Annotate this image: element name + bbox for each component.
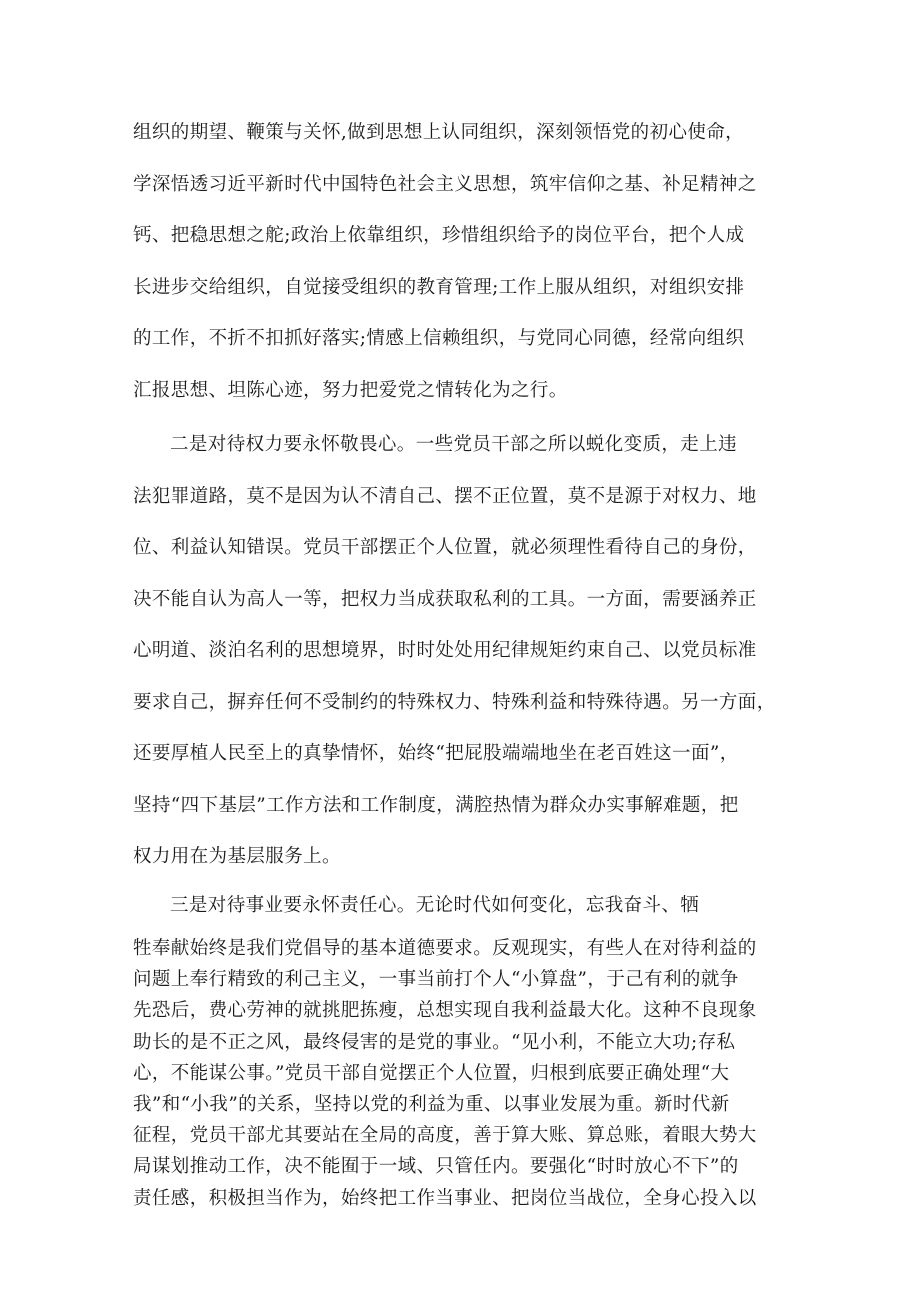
text-line: 心，不能谋公事。”党员干部自觉摆正个人位置，归根到底要正确处理“大: [133, 1062, 730, 1084]
text-line: 要求自己，摒弃任何不受制约的特殊权力、特殊利益和特殊待遇。另一方面，: [133, 691, 776, 713]
text-line: 责任感，积极担当作为，始终把工作当事业、把岗位当战位，全身心投入以: [133, 1187, 757, 1209]
text-line: 还要厚植人民至上的真挚情怀，始终“把屁股端端地坐在老百姓这一面”，: [133, 743, 739, 764]
paragraph-two: [133, 428, 793, 892]
text-line: 三是对待事业要永怀责任心。无论时代如何变化，忘我奋斗、牺: [170, 895, 700, 916]
text-line: 我”和“小我”的关系，坚持以党的利益为重、以事业发展为重。新时代新: [133, 1093, 730, 1115]
text-line: 征程，党员干部尤其要站在全局的高度，善于算大账、算总账，着眼大势大: [133, 1125, 757, 1147]
text-line: 法犯罪道路，莫不是因为认不清自己、摆不正位置，莫不是源于对权力、地: [133, 485, 757, 507]
text-line: 问题上奉行精致的利己主义，一事当前打个人“小算盘”，于己有利的就争: [133, 969, 739, 991]
text-line: 决不能自认为高人一等，把权力当成获取私利的工具。一方面，需要涵养正: [133, 588, 757, 610]
text-line: 助长的是不正之风，最终侵害的是党的事业。“见小利，不能立大功;存私: [133, 1031, 736, 1053]
paragraph-three-heading: [133, 889, 793, 933]
text-line: 位、利益认知错误。党员干部摆正个人位置，就必须理性看待自己的身份，: [133, 537, 757, 558]
text-line: 组织的期望、鞭策与关怀,做到思想上认同组织，深刻领悟党的初心使命，: [133, 122, 745, 143]
text-line: 长进步交给组织，自觉接受组织的教育管理;工作上服从组织，对组织安排: [133, 276, 745, 298]
text-line: 学深悟透习近平新时代中国特色社会主义思想，筑牢信仰之基、补足精神之: [133, 173, 757, 195]
text-line: 坚持“四下基层”工作方法和工作制度，满腔热情为群众办实事解难题，把: [133, 794, 739, 816]
text-line: 钙、把稳思想之舵;政治上依靠组织，珍惜组织给予的岗位平台，把个人成: [133, 225, 745, 246]
text-line: 牲奉献始终是我们党倡导的基本道德要求。反观现实，有些人在对待利益的: [133, 938, 757, 959]
text-line: 的工作，不折不扣抓好落实;情感上信赖组织，与党同心同德，经常向组织: [133, 328, 745, 349]
text-line: 局谋划推动工作，决不能囿于一域、只管任内。要强化“时时放心不下”的: [133, 1156, 739, 1178]
text-line: 权力用在为基层服务上。: [133, 846, 341, 867]
text-line: 心明道、淡泊名利的思想境界，时时处处用纪律规矩约束自己、以党员标准: [133, 640, 757, 661]
text-line: 先恐后，费心劳神的就挑肥拣瘦，总想实现自我利益最大化。这种不良现象: [133, 1000, 757, 1022]
text-line: 汇报思想、坦陈心迹，努力把爱党之情转化为之行。: [133, 379, 568, 401]
paragraph-continued: [133, 116, 793, 425]
text-line: 二是对待权力要永怀敬畏心。一些党员干部之所以蜕化变质，走上违: [170, 434, 738, 455]
paragraph-three-body: [133, 933, 793, 1214]
